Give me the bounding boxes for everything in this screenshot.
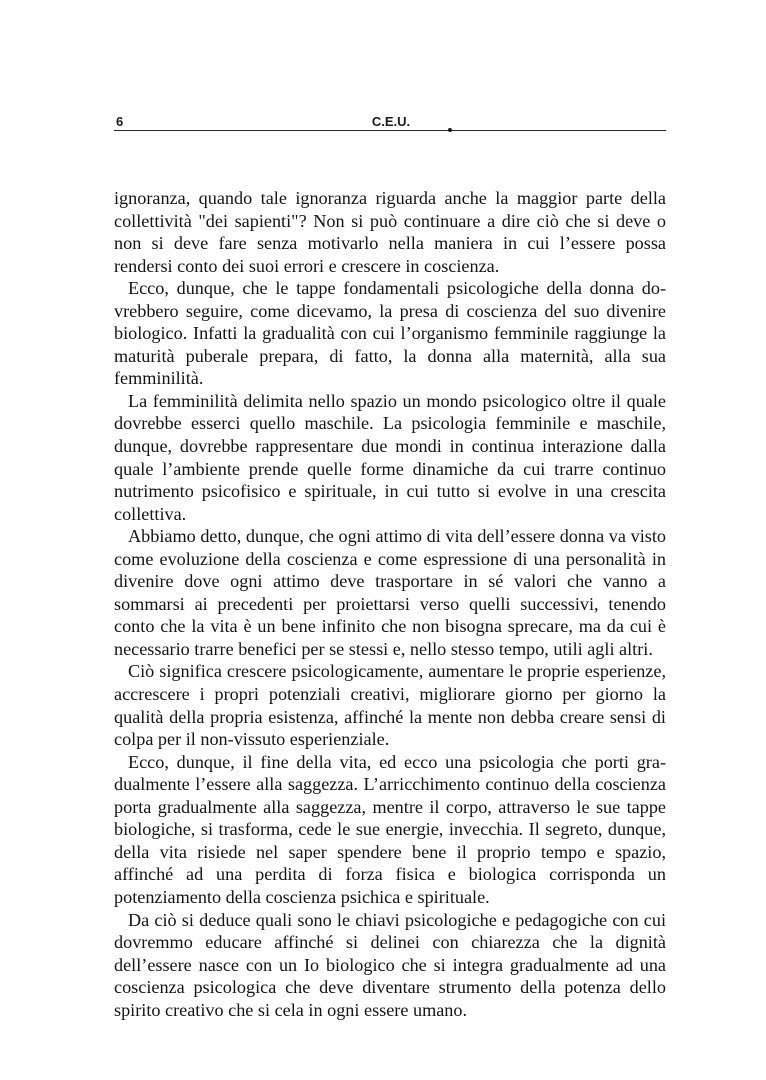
paragraph-2: Ecco, dunque, che le tappe fondamentali psicologiche della donna dovrebbero seguire, come dicevamo, la presa di coscienza del suo divenire biologico. Infatti la gradualità con cui l’organismo femminile raggiunge la maturità puberale prepara, di fatto, la donna alla maternità, alla sua femminilità. — [114, 278, 666, 389]
running-title: C.E.U. — [371, 114, 411, 129]
paragraph-4: Abbiamo detto, dunque, che ogni attimo di vita dell’essere donna va visto come evoluzione della coscienza e come espressione di una personalità in divenire dove ogni attimo deve trasportare in sé valori che vanno a sommarsi ai precedenti per proiettarsi verso quelli successivi, tenendo conto che la vita è un bene infinito che non bisogna sprecare, ma da cui è necessario trarre benefici per se stessi e, nello stesso tempo, utili agli altri. — [114, 526, 666, 659]
page-header — [114, 112, 666, 132]
paragraph-7: Da ciò si deduce quali sono le chiavi psicologiche e pedagogiche con cui dovremmo educare affinché si delinei con chiarezza che la dignità dell’essere nasce con un Io biologico che si integra gradualmente ad una coscienza psicologica che deve diventare strumento della potenza dello spirito creativo che si cela in ogni essere umano. — [114, 909, 666, 1020]
rule-mark — [448, 128, 452, 132]
body-text — [114, 187, 666, 1021]
page-number: 6 — [116, 114, 124, 129]
paragraph-1: ignoranza, quando tale ignoranza riguarda anche la maggior parte della collettività "dei sapienti"? Non si può continuare a dire ciò che si deve o non si deve fare senza motivarlo nella maniera in cui l’essere possa rendersi conto dei suoi errori e crescere in coscienza. — [114, 188, 666, 276]
paragraph-6: Ecco, dunque, il fine della vita, ed ecco una psicologia che porti gradualmente l’essere alla saggezza. L’arricchimento continuo della coscienza porta gradualmente alla saggezza, mentre il corpo, attraverso le sue tappe biologiche, si trasforma, cede le sue energie, invecchia. Il segreto, dunque, della vita risiede nel saper spendere bene il proprio tempo e spazio, affinché ad una perdita di forza fisica e biologica corrisponda un potenziamento della coscienza psichica e spirituale. — [114, 751, 666, 907]
header-rule — [114, 130, 666, 131]
paragraph-5: Ciò significa crescere psicologicamente, aumentare le proprie esperienze, accrescere i propri potenziali creativi, migliorare giorno per giorno la qualità della propria esistenza, affinché la mente non debba creare sensi di colpa per il non-vissuto esperienziale. — [114, 661, 666, 750]
paragraph-3: La femminilità delimita nello spazio un mondo psicologico oltre il quale dovrebbe esserci quello maschile. La psicologia femminile e maschile, dunque, dovrebbe rappresentare due mondi in continua interazione dalla quale l’ambiente prende quelle forme dinamiche da cui trarre continuo nutrimento psicofisico e spirituale, in cui tutto si evolve in una crescita collettiva. — [114, 390, 666, 524]
